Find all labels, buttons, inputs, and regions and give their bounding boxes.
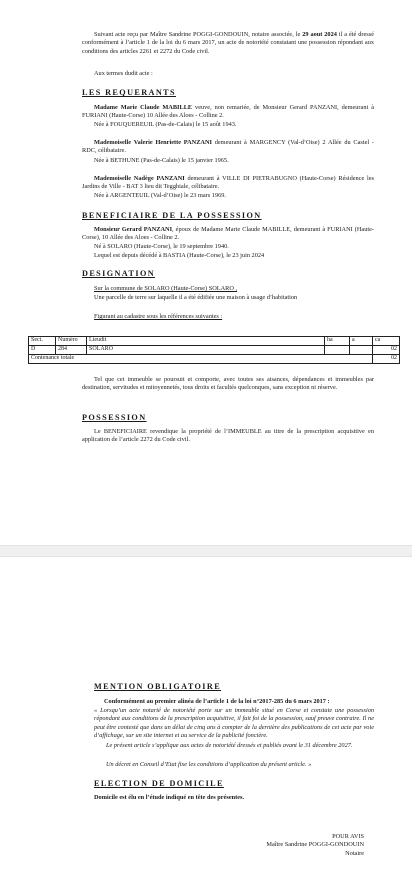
section-heading-designation: DESIGNATION	[82, 269, 156, 278]
page-separator	[0, 545, 412, 557]
requerant-3: Mademoiselle Nadège PANZANI demeurant à VILLE DI PIETRABUGNO (Haute-Corse) Résidence les Jardins de Ville - BAT 3 lieu dit Tegghiale, célibataire.	[82, 175, 374, 191]
header-ha: ha	[325, 337, 350, 346]
mention-quote-1: « Lorsqu’un acte notarié de notoriété porte sur un immeuble situé en Corse et constate une possession répondant aux conditions de la prescription acquisitive, il fait foi de la possession, sauf preuve contraire. Il ne peut être contesté que dans un délai de cinq ans à compter de la dernière des publications de cet acte par voie d’affichage, sur un site internet et au service de la publicité foncière.	[94, 707, 374, 740]
beneficiaire-death: Lequel est depuis décédé à BASTIA (Haute-Corse), le 23 juin 2024	[94, 252, 265, 259]
cadastre-table	[28, 336, 400, 364]
signature-notaire-title: Notaire	[345, 849, 364, 857]
cell-ca: 02	[373, 346, 400, 355]
table-total-row	[29, 355, 400, 364]
section-heading-beneficiaire: BENEFICIAIRE DE LA POSSESSION	[82, 211, 262, 220]
mention-quote-2: Le présent article s’applique aux actes de notoriété dressés et publiés avant le 31 décembre 2027.	[106, 742, 353, 749]
signature-notaire-name: Maître Sandrine POGGI-GONDOUIN	[266, 841, 364, 849]
beneficiaire-birth: Né à SOLARO (Haute-Corse), le 19 septembre 1940.	[94, 243, 229, 250]
header-a: a	[350, 337, 373, 346]
section-heading-requerants: LES REQUERANTS	[82, 88, 176, 97]
requerant-1-birth: Née à FOUQUEREUIL (Pas-de-Calais) le 15 août 1943.	[94, 121, 237, 128]
cell-lieudit: SOLARO	[87, 346, 325, 355]
cell-sect: D	[29, 346, 56, 355]
pour-avis: POUR AVIS	[332, 833, 364, 840]
cadastre-intro: Figurant au cadastre sous les références suivantes :	[94, 313, 223, 320]
total-ca: 02	[373, 355, 400, 364]
intro-paragraph: Suivant acte reçu par Maître Sandrine POGGI-GONDOUIN, notaire associée, le 29 aout 2024 il a été dressé conformément à l’article 1 de la loi du 6 mars 2017, un acte de notoriété constatant une possession répondant aux conditions des articles 2261 et 2272 du Code civil.	[82, 31, 375, 55]
header-lieudit: Lieudit	[87, 337, 325, 346]
immeuble-description: Tel que cet immeuble se poursuit et comporte, avec toutes ses aisances, dépendances et immeubles par destination, servitudes et mitoyennetés, tous droits et facultés quelconques, sans exception ni réserve.	[82, 376, 374, 392]
table-row	[29, 346, 400, 355]
intro-aux-termes: Aux termes dudit acte :	[94, 70, 153, 77]
section-heading-election: ELECTION DE DOMICILE	[94, 779, 224, 788]
requerant-3-birth: Née à ARGENTEUIL (Val-d’Oise) le 23 mars 1969.	[94, 192, 226, 199]
mention-quote-3: Un décret en Conseil d’Etat fixe les conditions d’application du présent article. »	[106, 761, 312, 768]
requerant-1: Madame Marie Claude MABILLE veuve, non remariée, de Monsieur Gerard PANZANI, demeurant à FURIANI (Haute-Corse) 10 Allée des Aloes - Colline 2.	[82, 104, 374, 120]
cell-a	[350, 346, 373, 355]
beneficiaire-paragraph: Monsieur Gerard PANZANI, époux de Madame Marie Claude MABILLE, demeurant à FURIANI (Haute-Corse), 10 Allée des Aloes - Colline 2.	[82, 226, 374, 242]
header-numero: Numéro	[56, 337, 87, 346]
section-heading-mention: MENTION OBLIGATOIRE	[94, 682, 222, 691]
designation-commune: Sur la commune de SOLARO (Haute-Corse) SOLARO ,	[94, 285, 238, 292]
requerant-2-birth: Née à BETHUNE (Pas-de-Calais) le 15 janvier 1965.	[94, 157, 229, 164]
election-text: Domicile est élu en l’étude indiqué en tête des présentes.	[94, 794, 245, 801]
mention-intro: Conformément au premier alinéa de l’article 1 de la loi n°2017-285 du 6 mars 2017 :	[104, 698, 330, 705]
total-label: Contenance totale	[29, 355, 373, 364]
section-heading-possession: POSSESSION	[82, 413, 147, 422]
signature-block	[224, 833, 364, 858]
possession-text: Le BENEFICIAIRE revendique la propriété de l’IMMEUBLE au titre de la prescription acquisitive en application de l’article 2272 du Code civil.	[82, 428, 374, 444]
table-header-row	[29, 337, 400, 346]
designation-parcelle: Une parcelle de terre sur laquelle il a été édifiée une maison à usage d’habitation	[94, 294, 298, 301]
requerant-2: Mademoiselle Valerie Henriette PANZANI demeurant à MARGENCY (Val-d’Oise) 2 Allée du Castel - RDC, célibataire.	[82, 139, 374, 155]
header-ca: ca	[373, 337, 400, 346]
cell-numero: 284	[56, 346, 87, 355]
header-sect: Sect.	[29, 337, 56, 346]
cell-ha	[325, 346, 350, 355]
